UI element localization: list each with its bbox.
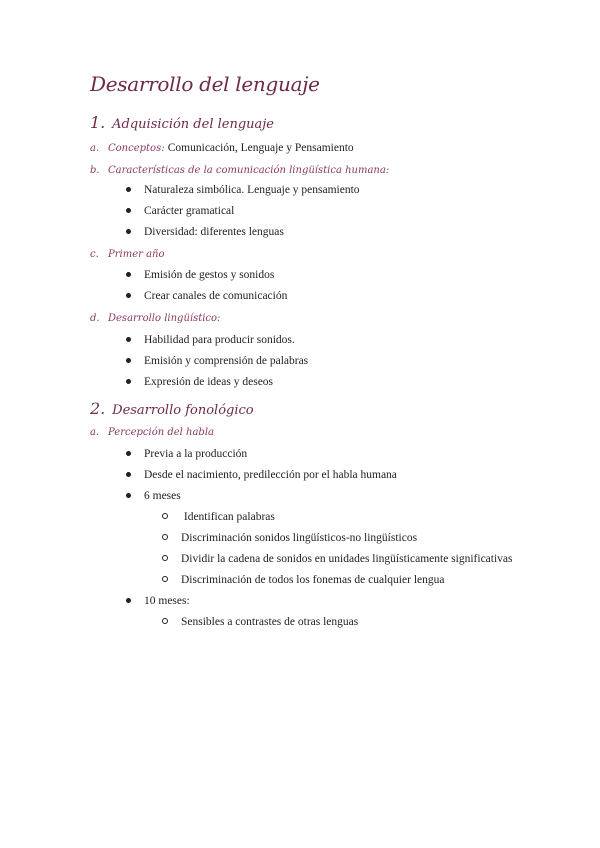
bullet-icon xyxy=(126,451,131,456)
sub-list-item: Discriminación de todos los fonemas de cualquier lengua xyxy=(162,574,444,586)
circle-bullet-icon xyxy=(162,555,168,561)
subsection-heading xyxy=(90,427,214,438)
subsection-letter: a. xyxy=(90,427,100,438)
list-item: Crear canales de comunicación xyxy=(126,290,287,302)
section-number: 2. xyxy=(90,399,106,418)
list-item: Carácter gramatical xyxy=(126,205,234,217)
section-title: Adquisición del lenguaje xyxy=(112,117,274,132)
subsection-letter: b. xyxy=(90,165,100,176)
subsection-heading xyxy=(90,313,220,324)
sub-list-item: Sensibles a contrastes de otras lenguas xyxy=(162,616,358,628)
list-item: Desde el nacimiento, predilección por el habla humana xyxy=(126,469,397,481)
subsection-title: Primer año xyxy=(108,249,165,260)
bullet-icon xyxy=(126,358,131,363)
section-heading xyxy=(90,113,274,132)
subsection-title: Características de la comunicación lingüística humana: xyxy=(108,165,390,176)
list-item: Emisión de gestos y sonidos xyxy=(126,269,274,281)
subsection-inline-text: Comunicación, Lenguaje y Pensamiento xyxy=(167,142,354,154)
list-item: Emisión y comprensión de palabras xyxy=(126,355,308,367)
subsection-heading xyxy=(90,165,389,176)
circle-bullet-icon xyxy=(162,534,168,540)
bullet-icon xyxy=(126,337,131,342)
sub-list-item: Identifican palabras xyxy=(162,511,275,523)
subsection-heading xyxy=(90,249,165,260)
list-item: Previa a la producción xyxy=(126,448,247,460)
bullet-icon xyxy=(126,187,131,192)
sub-list-item: Discriminación sonidos lingüísticos-no lingüísticos xyxy=(162,532,417,544)
sub-list-item: Dividir la cadena de sonidos en unidades lingüísticamente significativas xyxy=(162,553,513,565)
section-number: 1. xyxy=(90,113,106,132)
bullet-icon xyxy=(126,379,131,384)
circle-bullet-icon xyxy=(162,618,168,624)
subsection-letter: d. xyxy=(90,313,100,324)
bullet-icon xyxy=(126,293,131,298)
bullet-icon xyxy=(126,272,131,277)
bullet-icon xyxy=(126,493,131,498)
list-item: 10 meses: xyxy=(126,595,190,607)
list-item: Naturaleza simbólica. Lenguaje y pensamiento xyxy=(126,184,360,196)
subsection-letter: c. xyxy=(90,249,99,260)
list-item: Expresión de ideas y deseos xyxy=(126,376,273,388)
subsection-title: Percepción del habla xyxy=(108,427,214,438)
bullet-icon xyxy=(126,472,131,477)
section-title: Desarrollo fonológico xyxy=(112,403,254,418)
list-item: 6 meses xyxy=(126,490,181,502)
circle-bullet-icon xyxy=(162,576,168,582)
subsection-letter: a. xyxy=(90,143,100,154)
bullet-icon xyxy=(126,208,131,213)
section-heading xyxy=(90,399,254,418)
subsection-title: Desarrollo lingüístico: xyxy=(108,313,221,324)
subsection-heading xyxy=(90,142,354,154)
subsection-title: Conceptos: xyxy=(108,143,165,154)
page-title: Desarrollo del lenguaje xyxy=(90,72,320,96)
list-item: Diversidad: diferentes lenguas xyxy=(126,226,284,238)
bullet-icon xyxy=(126,598,131,603)
bullet-icon xyxy=(126,229,131,234)
list-item: Habilidad para producir sonidos. xyxy=(126,334,295,346)
circle-bullet-icon xyxy=(162,513,168,519)
